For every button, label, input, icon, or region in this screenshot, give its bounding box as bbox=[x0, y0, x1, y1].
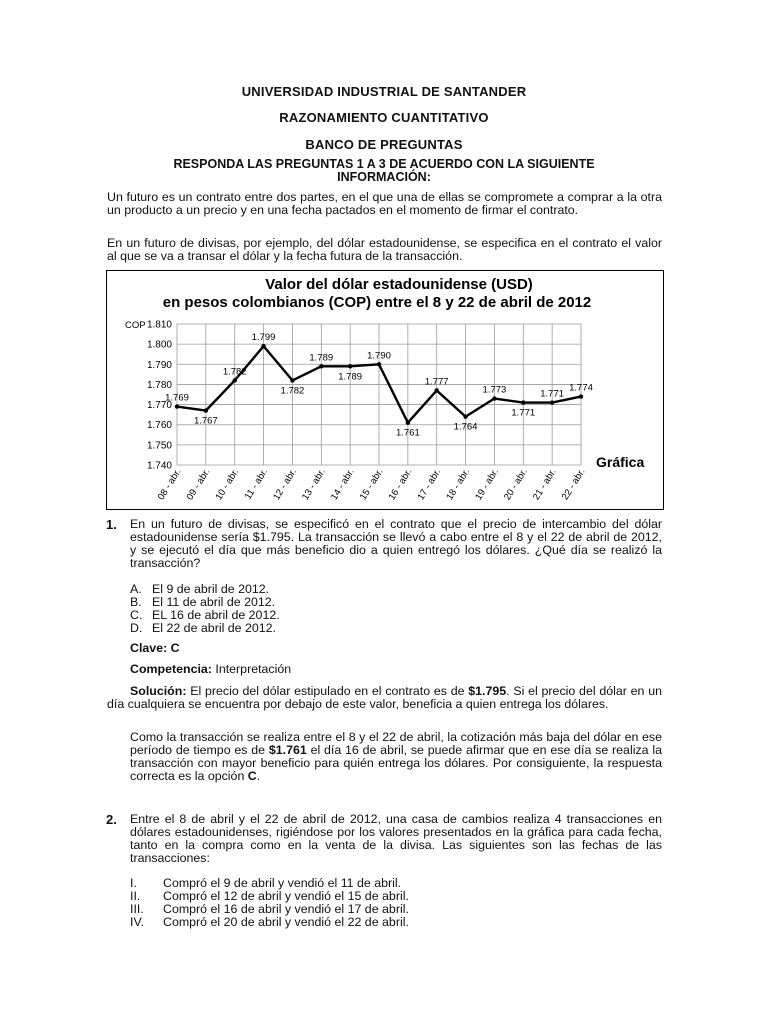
option-letter: D. bbox=[130, 621, 143, 635]
data-label: 1.789 bbox=[338, 371, 363, 383]
data-label: 1.761 bbox=[395, 427, 420, 439]
x-tick-label: 22 - abr. bbox=[559, 466, 588, 503]
data-point bbox=[406, 421, 410, 425]
x-tick-label: 12 - abr. bbox=[271, 466, 299, 503]
data-point bbox=[290, 378, 294, 382]
x-tick-label: 21 - abr. bbox=[530, 466, 559, 503]
university-heading: UNIVERSIDAD INDUSTRIAL DE SANTANDER bbox=[241, 84, 527, 99]
data-point bbox=[175, 404, 179, 408]
answer-key bbox=[130, 642, 180, 655]
y-tick-label: 1.740 bbox=[146, 460, 172, 472]
data-label: 1.789 bbox=[309, 352, 334, 364]
data-point bbox=[377, 362, 381, 366]
data-label: 1.771 bbox=[540, 388, 565, 400]
chart-subtitle: en pesos colombianos (COP) entre el 8 y 22 de abril de 2012 bbox=[162, 294, 592, 311]
data-label: 1.773 bbox=[482, 384, 507, 396]
solution-paragraph bbox=[107, 685, 662, 711]
y-tick-label: 1.800 bbox=[146, 339, 172, 351]
explanation-text-start: Como la transacción se realiza entre el 8 y el 22 de abril, la cotización más baja del dólar en ese período de tiempo es de bbox=[130, 730, 662, 757]
explanation-text-middle: el día 16 de abril, se puede afirmar que en ese día se realiza la transacción con mayor beneficio para quién entrega los dólares. Por consiguiente, la respuesta correcta es la opción bbox=[130, 743, 662, 783]
chart-frame bbox=[106, 270, 664, 510]
question-2-items bbox=[130, 877, 409, 929]
y-tick-label: 1.790 bbox=[146, 359, 172, 371]
data-point bbox=[579, 394, 583, 398]
x-tick-labels bbox=[156, 467, 588, 502]
y-tick-label: 1.780 bbox=[146, 379, 172, 391]
solution-text-start: El precio del dólar estipulado en el contrato es de bbox=[190, 684, 465, 698]
line-chart bbox=[107, 271, 662, 508]
explanation-text-end: . bbox=[256, 769, 261, 783]
data-point bbox=[435, 388, 439, 392]
x-tick-label: 19 - abr. bbox=[473, 466, 501, 503]
data-point bbox=[463, 414, 467, 418]
intro-paragraph-2: En un futuro de divisas, por ejemplo, del dólar estadounidense, se especifica en el contrato el valor al que se va a transar el dólar y la fecha futura de la transacción. bbox=[107, 236, 662, 263]
data-point bbox=[348, 364, 352, 368]
option-letter: C. bbox=[130, 608, 143, 622]
question-1-text: En un futuro de divisas, se especificó en el contrato que el precio de intercambio del dólar estadounidense sería $1.795. La transacción se llevó a cabo entre el 8 y el 22 de abril de 2012, y se ejecutó el día que más beneficio dio a quien entregó los dólares. ¿Qué día se realizó la transacción? bbox=[130, 517, 662, 570]
question-1-options bbox=[130, 583, 280, 635]
x-tick-label: 20 - abr. bbox=[502, 466, 530, 503]
chart-corner-label: Gráfica bbox=[596, 454, 645, 470]
x-tick-label: 08 - abr. bbox=[155, 466, 184, 503]
option-text: El 9 de abril de 2012. bbox=[152, 582, 270, 596]
data-label: 1.767 bbox=[193, 415, 218, 427]
data-point bbox=[204, 408, 208, 412]
data-label: 1.764 bbox=[453, 421, 478, 433]
explanation-price: $1.761 bbox=[268, 743, 307, 757]
option-letter: B. bbox=[130, 595, 142, 609]
item-numeral: IV. bbox=[130, 915, 145, 929]
solution-text-end: . Si el precio del dólar en un día cualquiera se encuentra por debajo de este valor, beneficia a quien entrega los dólares. bbox=[107, 684, 662, 711]
x-tick-label: 10 - abr. bbox=[213, 466, 242, 503]
data-label: 1.782 bbox=[280, 385, 305, 397]
y-tick-label: 1.760 bbox=[146, 420, 172, 432]
data-point bbox=[521, 400, 525, 404]
explanation-option: C bbox=[247, 769, 257, 783]
instruction-heading: RESPONDA LAS PREGUNTAS 1 A 3 DE ACUERDO CON LA SIGUIENTE INFORMACIÓN: bbox=[173, 157, 595, 184]
question-2-text: Entre el 8 de abril y el 22 de abril de 2012, una casa de cambios realiza 4 transacciones en dólares estadounidenses, rigiéndose por los valores presentados en la gráfica para cada fecha, tanto en la compra como en la venta de la divisa. Las siguientes son las fechas de las transacciones: bbox=[130, 812, 662, 865]
item-numeral: II. bbox=[130, 889, 141, 903]
subject-heading: RAZONAMIENTO CUANTITATIVO bbox=[279, 110, 489, 125]
explanation-paragraph bbox=[130, 731, 662, 783]
item-numeral: I. bbox=[130, 876, 137, 890]
x-tick-label: 17 - abr. bbox=[415, 466, 444, 503]
intro-paragraph-1: Un futuro es un contrato entre dos partes, en el que una de ellas se compromete a comprar a la otra un producto a un precio y en una fecha pactados en el momento de firmar el contrato. bbox=[107, 190, 662, 217]
y-axis-label: COP bbox=[125, 320, 146, 331]
y-tick-label: 1.750 bbox=[146, 440, 172, 452]
option-d[interactable] bbox=[130, 622, 280, 635]
x-tick-label: 16 - abr. bbox=[386, 466, 415, 503]
chart-grid bbox=[177, 324, 581, 465]
option-text: El 22 de abril de 2012. bbox=[152, 621, 276, 635]
solution-label: Solución: bbox=[130, 684, 187, 698]
data-point bbox=[319, 364, 323, 368]
x-tick-label: 15 - abr. bbox=[357, 466, 386, 503]
data-label: 1.790 bbox=[367, 350, 391, 362]
solution-price: $1.795 bbox=[468, 684, 507, 698]
x-tick-label: 09 - abr. bbox=[184, 466, 213, 503]
data-label: 1.771 bbox=[511, 407, 536, 419]
competence-line bbox=[130, 663, 291, 676]
option-text: EL 16 de abril de 2012. bbox=[152, 608, 280, 622]
data-label: 1.799 bbox=[251, 332, 276, 344]
x-tick-label: 13 - abr. bbox=[300, 466, 328, 503]
option-text: El 11 de abril de 2012. bbox=[152, 595, 276, 609]
question-1-number: 1. bbox=[106, 517, 117, 532]
data-label: 1.774 bbox=[569, 382, 593, 394]
data-point bbox=[492, 396, 496, 400]
question-2-number: 2. bbox=[106, 812, 117, 827]
competence-value: Interpretación bbox=[215, 662, 292, 676]
x-tick-label: 18 - abr. bbox=[444, 466, 473, 503]
y-tick-label: 1.770 bbox=[146, 400, 172, 412]
x-tick-label: 14 - abr. bbox=[328, 466, 357, 503]
competence-label: Competencia: bbox=[130, 662, 212, 676]
data-point bbox=[261, 344, 265, 348]
chart-title: Valor del dólar estadounidense (USD) bbox=[265, 276, 533, 293]
x-tick-label: 11 - abr. bbox=[242, 466, 271, 502]
item-text: Compró el 20 de abril y vendió el 22 de abril. bbox=[163, 915, 409, 929]
item-text: Compró el 16 de abril y vendió el 17 de abril. bbox=[163, 902, 409, 916]
data-label: 1.777 bbox=[424, 376, 449, 388]
data-point bbox=[550, 400, 554, 404]
option-letter: A. bbox=[130, 582, 142, 596]
transaction-item bbox=[130, 916, 409, 929]
item-numeral: III. bbox=[130, 902, 144, 916]
item-text: Compró el 9 de abril y vendió el 11 de abril. bbox=[163, 876, 402, 890]
data-point bbox=[233, 378, 237, 382]
y-tick-label: 1.810 bbox=[146, 319, 172, 331]
item-text: Compró el 12 de abril y vendió el 15 de abril. bbox=[163, 889, 409, 903]
bank-heading: BANCO DE PREGUNTAS bbox=[305, 137, 463, 152]
data-label: 1.782 bbox=[222, 366, 247, 378]
data-label: 1.769 bbox=[165, 392, 189, 404]
answer-key-text: Clave: C bbox=[130, 641, 180, 655]
